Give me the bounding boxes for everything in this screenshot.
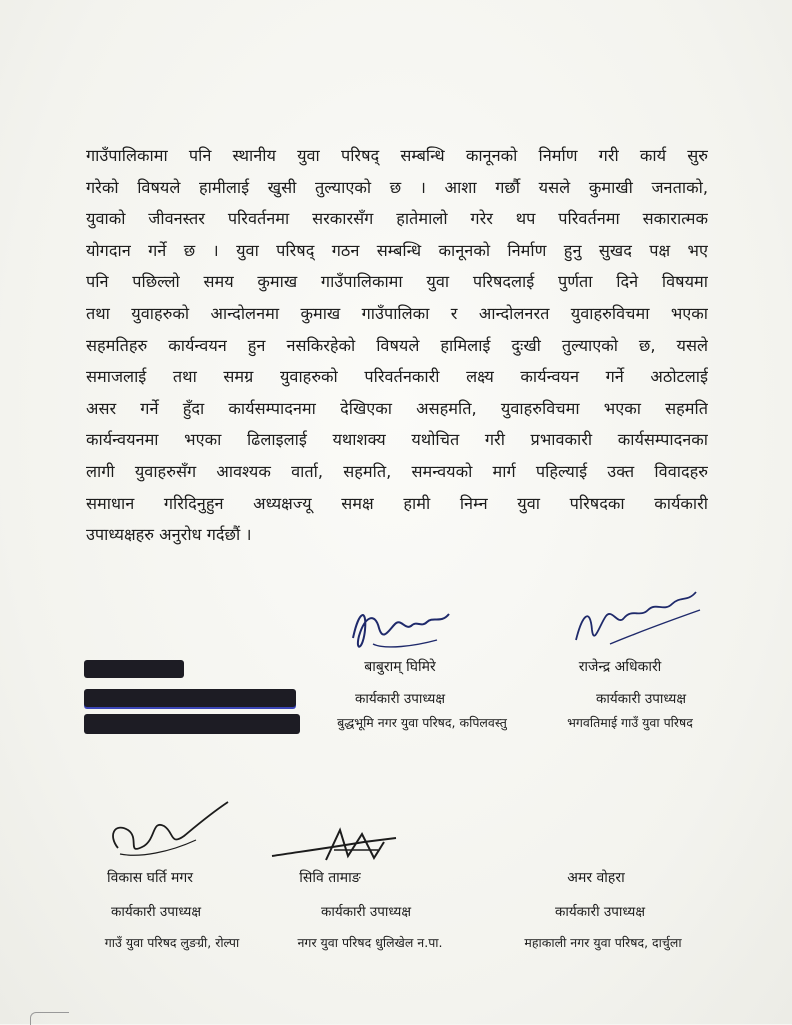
signatory-org: बुद्धभूमि नगर युवा परिषद, कपिलवस्तु	[337, 715, 507, 730]
signature-ghimire	[345, 600, 465, 660]
signatory-name: राजेन्द्र अधिकारी	[578, 659, 662, 675]
signatory-name: सिवि तामाङ	[299, 870, 361, 886]
signatory-tamang	[270, 868, 390, 887]
body-line: पनि पछिल्लो समय कुमाख गाउँपालिकामा युवा परिषदलाई पुर्णता दिने विषयमा	[86, 272, 708, 292]
body-line: गाउँपालिकामा पनि स्थानीय युवा परिषद् सम्बन्धि कानूनको निर्माण गरी कार्य सुरु	[86, 146, 708, 165]
signatory-adhikari	[540, 657, 700, 676]
signature-adhikari	[570, 586, 710, 654]
redaction-bar	[84, 689, 296, 707]
signatory-tamang-role-wrap	[296, 902, 436, 920]
signatory-role: कार्यकारी उपाध्यक्ष	[354, 691, 446, 707]
signatory-ghimire-org-wrap	[306, 714, 538, 731]
redaction-bar	[84, 714, 300, 734]
signatory-name: विकास घर्ति मगर	[106, 870, 193, 886]
signature-gharti-magar	[100, 796, 240, 866]
signatory-role: कार्यकारी उपाध्यक्ष	[110, 904, 202, 920]
signatory-gharti-magar	[70, 868, 230, 887]
signatory-role: कार्यकारी उपाध्यक्ष	[554, 904, 646, 920]
page-curl	[30, 1012, 69, 1025]
signatory-org: महाकाली नगर युवा परिषद, दार्चुला	[524, 935, 682, 950]
body-line: योगदान गर्ने छ । युवा परिषद् गठन सम्बन्धि कानूनको निर्माण हुनु सुखद पक्ष भए	[86, 240, 708, 260]
signatory-ghimire-role-wrap	[330, 689, 470, 707]
signatory-gharti-magar-org-wrap	[80, 934, 264, 951]
signatory-tamang-org-wrap	[282, 934, 458, 951]
body-line: गरेको विषयले हामीलाई खुसी तुल्याएको छ । आशा गर्छौ यसले कुमाखी जनताको,	[86, 177, 708, 197]
redaction-bar	[84, 660, 184, 678]
body-line: लागी युवाहरुसँग आवश्यक वार्ता, सहमति, समन्वयको मार्ग पहिल्याई उक्त विवादहरु	[86, 461, 708, 481]
signatory-role: कार्यकारी उपाध्यक्ष	[320, 904, 412, 920]
signatory-bohara-org-wrap	[500, 934, 706, 951]
body-line: समाधान गरिदिनुहुन अध्यक्षज्यू समक्ष हामी निम्न युवा परिषदका कार्यकारी	[86, 493, 708, 513]
body-line: असर गर्ने हुँदा कार्यसम्पादनमा देखिएका असहमति, युवाहरुविचमा भएका सहमति	[86, 398, 708, 418]
signatory-bohara	[536, 868, 656, 887]
body-line: उपाध्यक्षहरु अनुरोध गर्दछौं ।	[86, 525, 252, 545]
letter-body	[86, 140, 708, 551]
signatory-name: अमर वोहरा	[567, 870, 625, 886]
signatory-name: बाबुराम् घिमिरे	[364, 659, 436, 675]
signatory-org: गाउँ युवा परिषद लुङग्री, रोल्पा	[104, 935, 240, 950]
body-line: तथा युवाहरुको आन्दोलनमा कुमाख गाउँपालिका र आन्दोलनरत युवाहरुविचमा भएका	[86, 303, 708, 323]
signatory-ghimire	[320, 657, 480, 676]
signatory-role: कार्यकारी उपाध्यक्ष	[595, 691, 687, 707]
signatory-org: नगर युवा परिषद धुलिखेल न.पा.	[297, 935, 443, 950]
signatory-adhikari-org-wrap	[540, 714, 720, 731]
signature-tamang	[268, 820, 408, 870]
body-line: युवाको जीवनस्तर परिवर्तनमा सरकारसँग हातेमालो गरेर थप परिवर्तनमा सकारात्मक	[86, 209, 708, 229]
body-line: समाजलाई तथा समग्र युवाहरुको परिवर्तनकारी लक्ष्य कार्यन्वयन गर्ने अठोटलाई	[86, 367, 708, 387]
signatory-org: भगवतिमाई गाउँ युवा परिषद	[567, 715, 693, 730]
body-line: कार्यन्वयनमा भएका ढिलाइलाई यथाशक्य यथोचित गरी प्रभावकारी कार्यसम्पादनका	[86, 430, 708, 450]
signatory-bohara-role-wrap	[530, 902, 670, 920]
signatory-gharti-magar-role-wrap	[86, 902, 226, 920]
body-line: सहमतिहरु कार्यन्वयन हुन नसकिरहेको विषयले हामिलाई दुःखी तुल्याएको छ, यसले	[86, 335, 708, 355]
signatory-adhikari-role-wrap	[566, 689, 716, 707]
